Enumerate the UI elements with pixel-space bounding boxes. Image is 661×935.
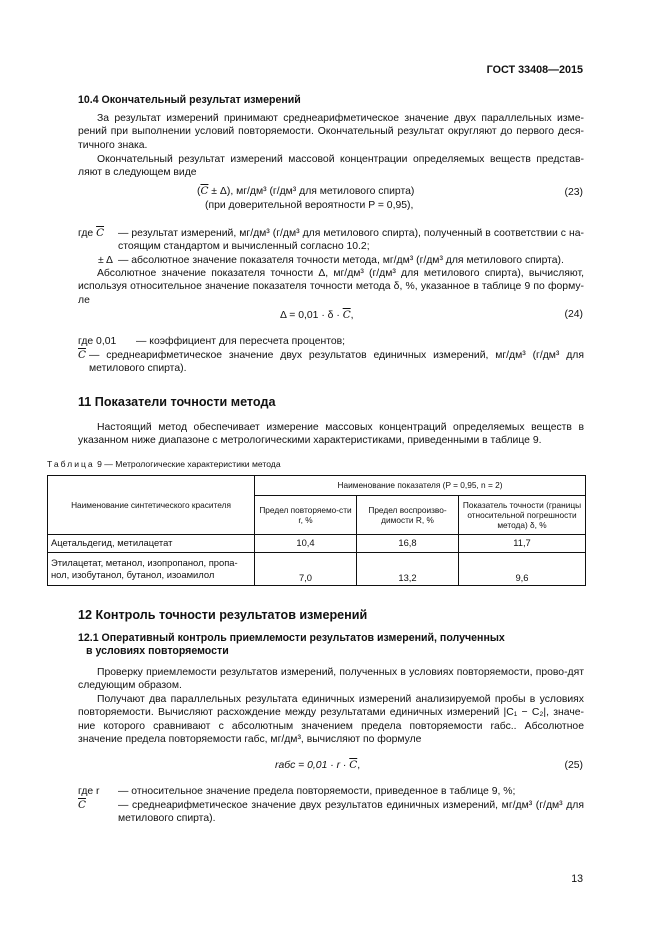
- s12-paragraph-1: Проверку приемлемости результатов измерений, полученных в условиях повторяемости, прово-дят следующим образом.: [78, 667, 584, 692]
- s10-4-paragraph-3: Абсолютное значение показателя точности Δ, мг/дм³ (г/дм³ для метилового спирта), вычисляют, используя относительное значение показателя точности метода δ, %, указанное в таблице 9 по форму-ле: [78, 268, 584, 306]
- s12-paragraph-2: Получают два параллельных результата единичных измерений анализируемой пробы в условиях повторяемости. Вычисляют расхождение между результатами единичных измерений |C₁ − C₂|, значе-ние которого сравнивают с абсолютным значением предела повторяемости rабс.. Абсолютное значение предела повторяемости rабс, мг/дм³, вычисляют по формуле: [78, 694, 584, 746]
- definition-coefficient: где 0,01 — коэффициент для пересчета процентов;: [78, 336, 346, 347]
- section-11-title: 11 Показатели точности метода: [78, 395, 276, 409]
- definition-c: где $\overline{C}$ — результат измерений, мг/дм³ (г/дм³ для метилового спирта), полученный в соответствии с на-стоящим стандартом и вычисленный согласно 10.2;: [78, 227, 584, 253]
- section-10-4: [78, 94, 584, 107]
- formula-24: $\Delta = 0,01 \cdot \delta \cdot \overline{C}$,: [280, 309, 354, 321]
- section-12-1-title-line-2: в условиях повторяемости: [86, 645, 229, 658]
- s10-4-paragraph-2: Окончательный результат измерений массовой концентрации определяемых веществ представ-ляют в следующем виде: [78, 154, 584, 179]
- table-header-r: Предел повторяемо-сти r, %: [255, 496, 357, 535]
- definition-c-mean-2: $\overline{C}$ — среднеарифметическое значение двух результатов единичных измерений, мг/дм³ (г/дм³ для метилового спирта).: [78, 799, 584, 825]
- definition-delta: ± Δ — абсолютное значение показателя точности метода, мг/дм³ (г/дм³ для метилового спирта).: [98, 255, 564, 266]
- formula-25: rабс = $0,01 \cdot r \cdot \overline{C}$,: [275, 759, 361, 771]
- table-9: [47, 475, 586, 586]
- equation-number-23: (23): [564, 187, 583, 198]
- section-11: [78, 396, 584, 409]
- table-header-group: Наименование показателя (P = 0,95, n = 2): [255, 476, 586, 496]
- section-12-1: [78, 632, 584, 659]
- page-number: 13: [571, 873, 583, 885]
- definition-c-mean: $\overline{C}$ — среднеарифметическое значение двух результатов единичных измерений, мг/дм³ (г/дм³ для метилового спирта).: [78, 349, 584, 375]
- s10-4-paragraph-1: За результат измерений принимают среднеарифметическое значение двух параллельных изме-рений при выполнении условий повторяемости. Окончательный результат округляют до первого деся-тичного знака.: [78, 113, 584, 151]
- document-id: ГОСТ 33408—2015: [486, 64, 583, 76]
- equation-number-24: (24): [564, 309, 583, 320]
- section-10-4-title: 10.4 Окончательный результат измерений: [78, 94, 301, 106]
- formula-23-probability: (при доверительной вероятности P = 0,95),: [205, 200, 414, 211]
- table-9-caption: Таблица 9 — Метрологические характеристики метода: [47, 459, 281, 469]
- definition-r: где r — относительное значение предела повторяемости, приведенное в таблице 9, %;: [78, 786, 516, 797]
- section-12-1-title-line-1: 12.1 Оперативный контроль приемлемости результатов измерений, полученных: [78, 632, 505, 644]
- table-header-name: Наименование синтетического красителя: [48, 476, 255, 535]
- table-row: Ацетальдегид, метилацетат 10,4 16,8 11,7: [48, 535, 586, 553]
- s11-paragraph-1: Настоящий метод обеспечивает измерение массовых концентраций определяемых веществ в указанном ниже диапазоне с метрологическими характеристиками, приведенными в таблице 9.: [78, 422, 584, 447]
- section-12: [78, 609, 584, 622]
- equation-number-25: (25): [564, 760, 583, 771]
- table-row: Этилацетат, метанол, изопропанол, пропа-нол, изобутанол, бутанол, изоамилол 7,0 13,2 9,6: [48, 553, 586, 586]
- table-header-R: Предел воспроизво-димости R, %: [357, 496, 459, 535]
- section-12-title: 12 Контроль точности результатов измерений: [78, 608, 368, 622]
- table-header-delta: Показатель точности (границы относительной погрешности метода) δ, %: [459, 496, 586, 535]
- formula-23: $(\overline{C} \pm \Delta)$, мг/дм³ (г/дм³ для метилового спирта): [197, 185, 415, 197]
